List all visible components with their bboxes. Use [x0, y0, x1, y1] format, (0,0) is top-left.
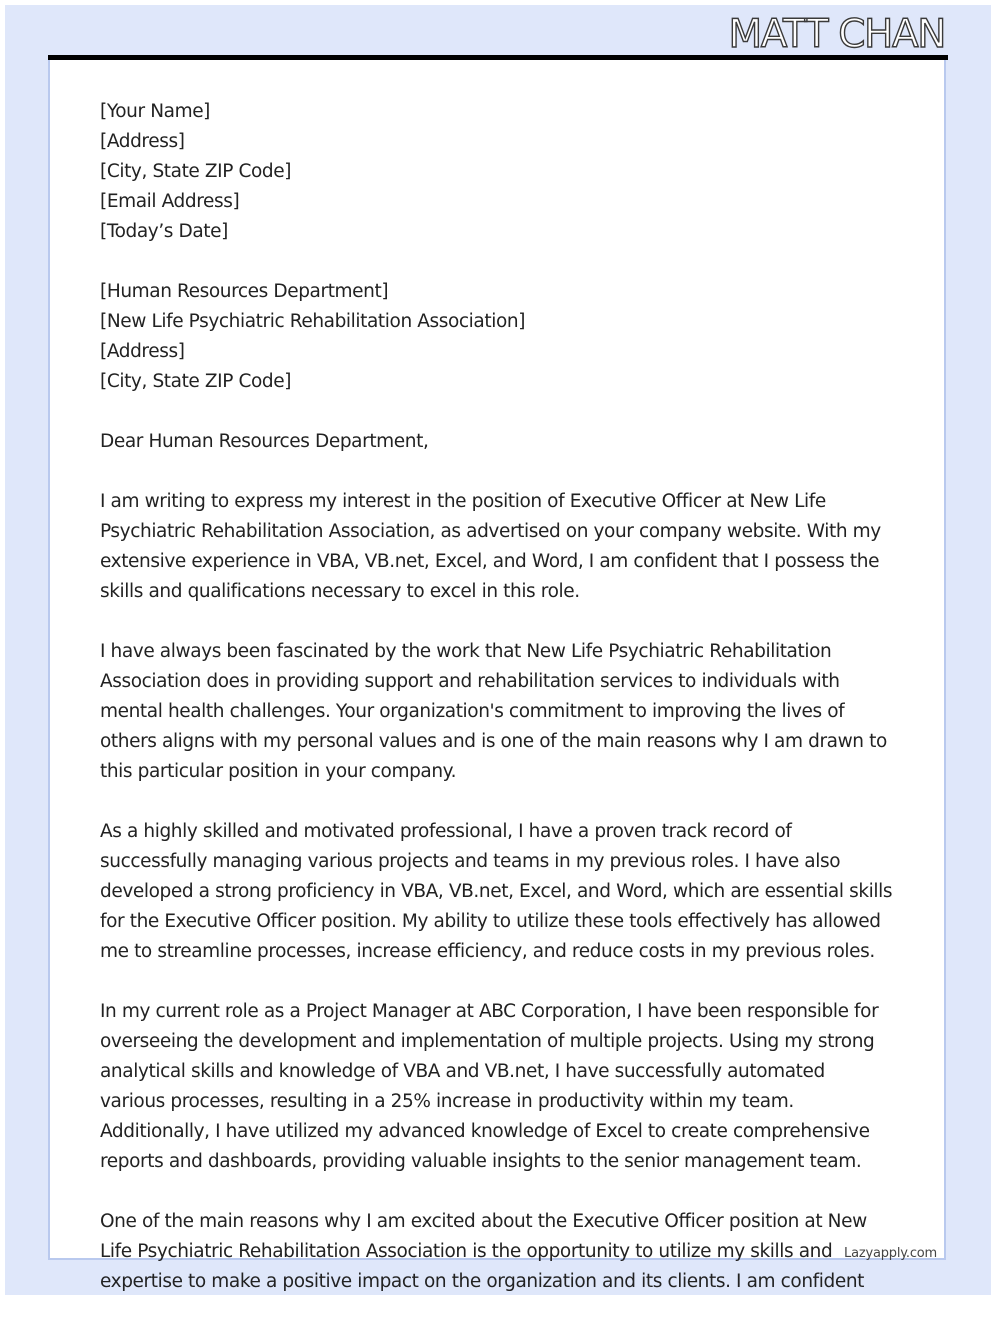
- recipient-address: [Address]: [100, 341, 185, 362]
- body-paragraph: I am writing to express my interest in the position of Executive Officer at New Life Psychiatric Rehabilitation Association, as advertised on your company website. With my extensive experience in VBA, VB.net, Excel, and Word, I am confident that I possess the skills and qualifications necessary to excel in this role.: [100, 491, 881, 602]
- salutation: Dear Human Resources Department,: [100, 431, 429, 452]
- sender-block: [100, 97, 900, 247]
- recipient-department: [Human Resources Department]: [100, 281, 389, 302]
- sender-email: [Email Address]: [100, 191, 240, 212]
- recipient-city-state-zip: [City, State ZIP Code]: [100, 371, 292, 392]
- letter-date: [Today’s Date]: [100, 221, 228, 242]
- cover-letter-body: [100, 97, 900, 1327]
- body-paragraph: In my current role as a Project Manager at ABC Corporation, I have been responsible for overseeing the development and implementation of multiple projects. Using my strong analytical skills and knowledge of VBA and VB.net, I have successfully automated various processes, resulting in a 25% increase in productivity within my team. Additionally, I have utilized my advanced knowledge of Excel to create comprehensive reports and dashboards, providing valuable insights to the senior management team.: [100, 1001, 879, 1172]
- body-paragraph: One of the main reasons why I am excited about the Executive Officer position at New Life Psychiatric Rehabilitation Association is the opportunity to utilize my skills and expertise to make a positive impact on the organization and its clients. I am confident: [100, 1211, 867, 1292]
- sender-address: [Address]: [100, 131, 185, 152]
- body-paragraph: I have always been fascinated by the work that New Life Psychiatric Rehabilitation Association does in providing support and rehabilitation services to individuals with mental health challenges. Your organization's commitment to improving the lives of others aligns with my personal values and is one of the main reasons why I am drawn to this particular position in your company.: [100, 641, 887, 782]
- sender-name: [Your Name]: [100, 101, 210, 122]
- recipient-block: [100, 277, 900, 397]
- sender-city-state-zip: [City, State ZIP Code]: [100, 161, 292, 182]
- recipient-organization: [New Life Psychiatric Rehabilitation Association]: [100, 311, 526, 332]
- body-paragraph: As a highly skilled and motivated professional, I have a proven track record of successfully managing various projects and teams in my previous roles. I have also developed a strong proficiency in VBA, VB.net, Excel, and Word, which are essential skills for the Executive Officer position. My ability to utilize these tools effectively has allowed me to streamline processes, increase efficiency, and reduce costs in my previous roles.: [100, 821, 893, 962]
- header-name: MATT CHAN: [728, 12, 945, 57]
- watermark: Lazyapply.com: [844, 1246, 937, 1261]
